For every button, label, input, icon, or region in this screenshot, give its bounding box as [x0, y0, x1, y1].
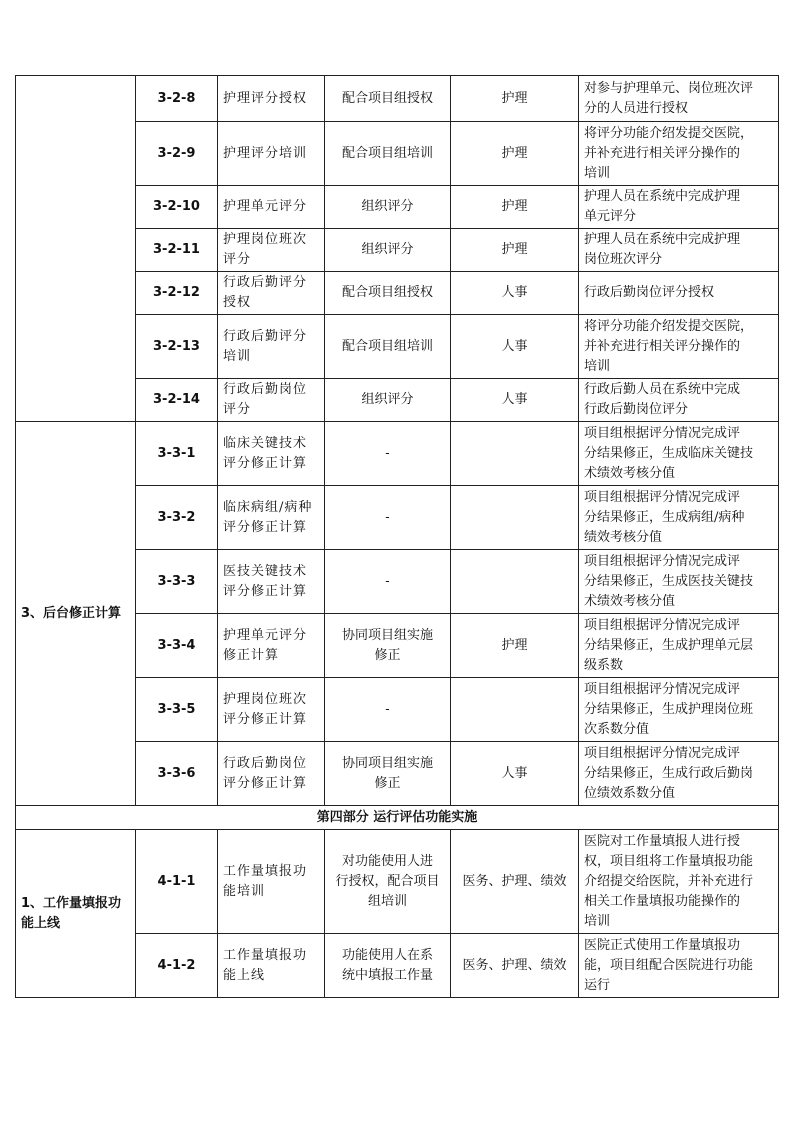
task-description: [579, 379, 779, 422]
hospital-action: [325, 122, 451, 186]
hospital-action-line: -: [385, 573, 390, 589]
task-code: 3-2-9: [136, 122, 218, 186]
task-description-line: 术绩效考核分值: [584, 593, 676, 609]
task-name-line: 行政后勤评分: [223, 328, 308, 344]
task-name-line: 护理岗位班次: [223, 232, 308, 247]
hospital-action: [325, 315, 451, 379]
responsible-dept: [451, 550, 579, 614]
task-description: [579, 229, 779, 272]
task-description-line: 分结果修正，生成临床关键技: [584, 445, 754, 461]
task-name-line: 评分: [223, 402, 252, 417]
part-four-title: 第四部分 运行评估功能实施: [16, 806, 779, 830]
hospital-action: [325, 486, 451, 550]
task-name-line: 授权: [223, 295, 252, 310]
task-name-line: 评分修正计算: [223, 775, 308, 791]
task-description-line: 分结果修正，生成行政后勤岗: [584, 765, 754, 781]
task-name: [218, 379, 325, 422]
task-name: [218, 678, 325, 742]
hospital-action-line: 配合项目组培训: [341, 338, 433, 354]
hospital-action-line: -: [385, 445, 390, 461]
hospital-action: [325, 422, 451, 486]
task-name: [218, 422, 325, 486]
task-name-line: 护理岗位班次: [223, 691, 308, 707]
hospital-action-line: 组织评分: [361, 242, 414, 257]
task-code: 4-1-2: [136, 934, 218, 998]
task-description-line: 位绩效系数分值: [584, 785, 676, 801]
responsible-dept: 护理: [451, 76, 579, 122]
task-name-line: 护理评分培训: [223, 145, 308, 161]
hospital-action-line: -: [385, 701, 390, 717]
task-code: 3-3-4: [136, 614, 218, 678]
task-description-line: 相关工作量填报功能操作的: [584, 893, 741, 909]
responsible-dept: 护理: [451, 186, 579, 229]
task-name-line: 评分修正计算: [223, 711, 308, 727]
task-name-line: 评分修正计算: [223, 583, 308, 599]
responsible-dept: [451, 422, 579, 486]
task-name-line: 评分修正计算: [223, 519, 308, 535]
task-description-line: 项目组根据评分情况完成评: [584, 745, 741, 761]
task-description-line: 术绩效考核分值: [584, 465, 676, 481]
task-description-line: 介绍提交给医院，并补充进行: [584, 873, 754, 889]
task-description: [579, 422, 779, 486]
responsible-dept: 护理: [451, 614, 579, 678]
hospital-action: [325, 550, 451, 614]
task-description-line: 权，项目组将工作量填报功能: [584, 853, 754, 869]
task-description: [579, 678, 779, 742]
hospital-action: [325, 272, 451, 315]
hospital-action-line: -: [385, 509, 390, 525]
task-name-line: 培训: [223, 348, 252, 364]
hospital-action-line: 组织评分: [361, 392, 414, 407]
hospital-action-line: 配合项目组授权: [341, 90, 433, 106]
task-description-line: 将评分功能介绍发提交医院，: [584, 318, 754, 334]
task-description-line: 培训: [584, 358, 611, 374]
task-description-line: 培训: [584, 913, 611, 929]
group-cell-continued: [16, 76, 136, 422]
responsible-dept: 医务、护理、绩效: [451, 830, 579, 934]
section-header-row: [16, 806, 779, 830]
hospital-action-line: 协同项目组实施: [341, 755, 433, 771]
task-description-line: 绩效考核分值: [584, 529, 663, 545]
task-code: 3-3-6: [136, 742, 218, 806]
task-description-line: 分的人员进行授权: [584, 100, 689, 116]
task-description: [579, 315, 779, 379]
task-description-line: 次系数分值: [584, 721, 650, 737]
task-name-line: 行政后勤岗位: [223, 382, 308, 397]
task-name: [218, 186, 325, 229]
task-code: 3-3-1: [136, 422, 218, 486]
task-name: [218, 550, 325, 614]
task-description-line: 并补充进行相关评分操作的: [584, 338, 741, 354]
task-name-line: 行政后勤评分: [223, 275, 308, 290]
task-name: [218, 934, 325, 998]
task-code: 3-2-8: [136, 76, 218, 122]
group-cell-line: 能上线: [21, 915, 61, 931]
task-code: 3-2-14: [136, 379, 218, 422]
task-description-line: 护理人员在系统中完成护理: [584, 189, 741, 204]
hospital-action-line: 协同项目组实施: [341, 627, 433, 643]
task-description-line: 级系数: [584, 657, 624, 673]
group-cell-backend-correction: 3、后台修正计算: [16, 422, 136, 806]
task-name-line: 能培训: [223, 883, 266, 899]
task-description-line: 护理人员在系统中完成护理: [584, 232, 741, 247]
task-name-line: 行政后勤岗位: [223, 755, 308, 771]
hospital-action: [325, 830, 451, 934]
task-name-line: 评分修正计算: [223, 455, 308, 471]
task-description-line: 行政后勤人员在系统中完成: [584, 382, 741, 397]
task-description-line: 对参与护理单元、岗位班次评: [584, 80, 754, 96]
task-code: 4-1-1: [136, 830, 218, 934]
task-description-line: 项目组根据评分情况完成评: [584, 425, 741, 441]
task-description: [579, 934, 779, 998]
task-name-line: 医技关键技术: [223, 563, 308, 579]
task-description: [579, 742, 779, 806]
task-description: [579, 830, 779, 934]
table-row: [16, 76, 779, 122]
task-name: [218, 122, 325, 186]
task-description-line: 培训: [584, 165, 611, 181]
task-name: [218, 830, 325, 934]
task-name-line: 临床病组/病种: [223, 499, 313, 515]
hospital-action: [325, 934, 451, 998]
task-name-line: 评分: [223, 252, 252, 267]
task-description-line: 行政后勤岗位评分授权: [584, 285, 715, 300]
task-description: [579, 550, 779, 614]
group-cell-line: 1、工作量填报功: [21, 895, 122, 911]
task-name-line: 护理评分授权: [223, 90, 308, 106]
hospital-action-line: 行授权，配合项目: [335, 873, 440, 889]
task-description-line: 医院正式使用工作量填报功: [584, 937, 741, 953]
task-description: [579, 614, 779, 678]
task-description: [579, 122, 779, 186]
task-description-line: 项目组根据评分情况完成评: [584, 617, 741, 633]
task-code: 3-2-13: [136, 315, 218, 379]
task-name-line: 护理单元评分: [223, 199, 308, 214]
hospital-action: [325, 379, 451, 422]
responsible-dept: [451, 486, 579, 550]
hospital-action: [325, 186, 451, 229]
responsible-dept: 护理: [451, 122, 579, 186]
task-name: [218, 315, 325, 379]
task-description-line: 岗位班次评分: [584, 252, 663, 267]
hospital-action-line: 修正: [374, 647, 401, 663]
task-name-line: 能上线: [223, 967, 266, 983]
hospital-action-line: 修正: [374, 775, 401, 791]
responsible-dept: 人事: [451, 272, 579, 315]
task-description-line: 项目组根据评分情况完成评: [584, 553, 741, 569]
task-description-line: 能，项目组配合医院进行功能: [584, 957, 754, 973]
table-row: [16, 422, 779, 486]
task-description-line: 并补充进行相关评分操作的: [584, 145, 741, 161]
task-description-line: 行政后勤岗位评分: [584, 402, 689, 417]
task-description-line: 项目组根据评分情况完成评: [584, 681, 741, 697]
responsible-dept: 人事: [451, 315, 579, 379]
task-name: [218, 614, 325, 678]
task-name-line: 护理单元评分: [223, 627, 308, 643]
task-description: [579, 76, 779, 122]
task-code: 3-2-11: [136, 229, 218, 272]
hospital-action: [325, 229, 451, 272]
task-description-line: 分结果修正，生成护理单元层: [584, 637, 754, 653]
task-name: [218, 742, 325, 806]
group-cell-workload-launch: [16, 830, 136, 998]
task-description-line: 单元评分: [584, 209, 637, 224]
hospital-action-line: 对功能使用人进: [341, 853, 433, 869]
task-description-line: 将评分功能介绍发提交医院，: [584, 125, 754, 141]
hospital-action-line: 功能使用人在系: [341, 947, 433, 963]
hospital-action: [325, 678, 451, 742]
task-code: 3-2-10: [136, 186, 218, 229]
responsible-dept: 人事: [451, 742, 579, 806]
hospital-action-line: 组培训: [367, 893, 407, 909]
task-code: 3-3-5: [136, 678, 218, 742]
task-name-line: 临床关键技术: [223, 435, 308, 451]
hospital-action-line: 统中填报工作量: [341, 967, 433, 983]
task-code: 3-3-3: [136, 550, 218, 614]
task-name: [218, 486, 325, 550]
task-description: [579, 486, 779, 550]
task-code: 3-3-2: [136, 486, 218, 550]
responsible-dept: [451, 678, 579, 742]
responsible-dept: 人事: [451, 379, 579, 422]
schedule-table: [15, 75, 779, 998]
task-name: [218, 76, 325, 122]
task-description-line: 项目组根据评分情况完成评: [584, 489, 741, 505]
task-name: [218, 272, 325, 315]
task-description-line: 分结果修正，生成医技关键技: [584, 573, 754, 589]
task-description-line: 医院对工作量填报人进行授: [584, 833, 741, 849]
task-name-line: 工作量填报功: [223, 947, 308, 963]
task-name-line: 修正计算: [223, 647, 280, 663]
task-code: 3-2-12: [136, 272, 218, 315]
hospital-action-line: 组织评分: [361, 199, 414, 214]
hospital-action-line: 配合项目组培训: [341, 145, 433, 161]
task-name-line: 工作量填报功: [223, 863, 308, 879]
responsible-dept: 医务、护理、绩效: [451, 934, 579, 998]
hospital-action: [325, 614, 451, 678]
task-description-line: 运行: [584, 977, 611, 993]
table-row: [16, 830, 779, 934]
hospital-action-line: 配合项目组授权: [341, 285, 433, 300]
task-description: [579, 186, 779, 229]
responsible-dept: 护理: [451, 229, 579, 272]
task-description: [579, 272, 779, 315]
task-name: [218, 229, 325, 272]
task-description-line: 分结果修正，生成护理岗位班: [584, 701, 754, 717]
task-description-line: 分结果修正，生成病组/病种: [584, 509, 745, 525]
hospital-action: [325, 742, 451, 806]
hospital-action: [325, 76, 451, 122]
